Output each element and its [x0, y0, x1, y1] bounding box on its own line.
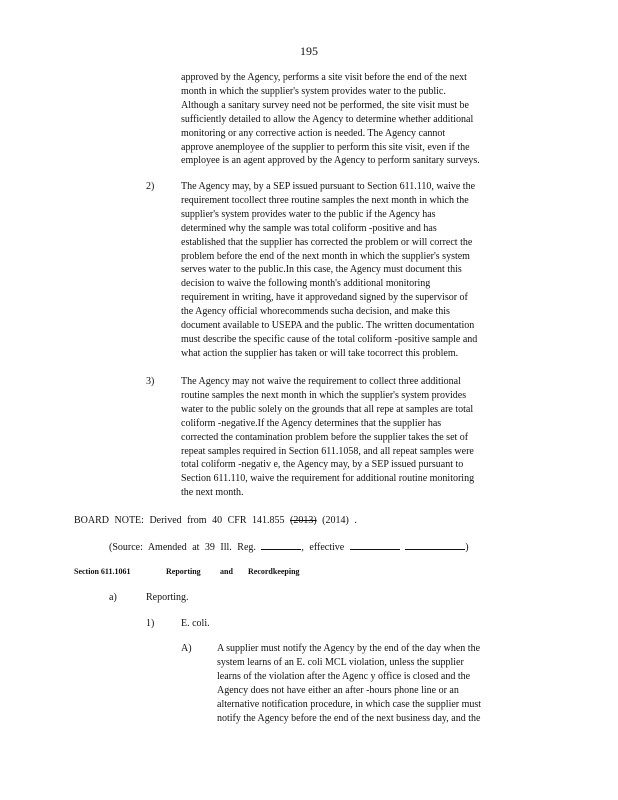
item-3-line: total coliform -negativ e, the Agency may, by a SEP issued pursuant to — [181, 459, 464, 471]
source-note — [109, 539, 469, 555]
register-blank — [261, 539, 301, 550]
section-title-word: Reporting — [166, 567, 201, 576]
intro-line: month in which the supplier's system provides water to the public. — [181, 85, 446, 97]
item-2-line: the Agency official whorecommends sucha decision, and make this — [181, 306, 450, 318]
item-2-line: requirement in writing, have it approvedand signed by the supervisor of — [181, 292, 468, 304]
subsection-1-heading: E. coli. — [181, 618, 210, 629]
subsection-A-line: learns of the violation after the Agenc y office is closed and the — [217, 670, 471, 682]
item-3-line: routine samples the next month in which the supplier's system provides — [181, 389, 467, 401]
subsection-A-line: A supplier must notify the Agency by the end of the day when the — [217, 643, 481, 654]
item-2-line: what action the supplier has taken or will take tocorrect this problem. — [181, 347, 459, 359]
section-title-word: Recordkeeping — [248, 567, 300, 576]
item-2-line: established that the supplier has corrected the problem or will correct the — [181, 236, 473, 248]
board-note-new-year: (2014) . — [316, 515, 357, 526]
item-3-line: corrected the contamination problem before the supplier takes the set of — [181, 431, 469, 443]
subsection-A-paragraph — [217, 642, 537, 725]
item-2-line: problem before the end of the next month in which the supplier's system — [181, 250, 470, 262]
item-3-label: 3) — [146, 376, 155, 387]
item-2-line: determined why the sample was total coliform -positive and has — [181, 222, 437, 234]
subsection-A-line: notify the Agency before the end of the next business day, and the — [217, 712, 481, 724]
item-2-line: decision to waive the following month's additional monitoring — [181, 278, 431, 290]
intro-line: sufficiently detailed to allow the Agency to determine whether additional — [181, 113, 474, 125]
intro-line: monitoring or any corrective action is needed. The Agency cannot — [181, 127, 446, 139]
section-title-word: and — [220, 567, 233, 576]
board-note — [74, 514, 357, 528]
intro-line: Although a sanitary survey need not be performed, the site visit must be — [181, 99, 469, 111]
subsection-A-line: alternative notification procedure, in which case the supplier must — [217, 698, 482, 710]
subsection-A-label: A) — [181, 643, 192, 654]
item-2-line: The Agency may, by a SEP issued pursuant to Section 611.110, waive the — [181, 181, 476, 192]
source-effective-text: , effective — [301, 542, 345, 553]
item-3-line: the next month. — [181, 487, 244, 499]
subsection-a-heading: Reporting. — [146, 592, 189, 603]
effective-date-blank-2 — [405, 539, 465, 550]
board-note-deleted-year: (2013) — [290, 515, 317, 526]
effective-date-blank — [350, 539, 400, 550]
item-2-line: requirement tocollect three routine samples the next month in which the — [181, 194, 469, 206]
item-3-line: Section 611.110, waive the requirement for additional routine monitoring — [181, 473, 475, 485]
source-close-paren: ) — [465, 542, 469, 553]
page-number: 195 — [300, 44, 318, 58]
section-number: Section 611.1061 — [74, 567, 131, 576]
intro-line: approved by the Agency, performs a site visit before the end of the next — [181, 72, 467, 83]
item-2-line: supplier's system provides water to the public if the Agency has — [181, 208, 436, 220]
item-3-line: water to the public solely on the grounds that all repe at samples are total — [181, 403, 474, 415]
board-note-text: BOARD NOTE: Derived from 40 CFR 141.855 — [74, 515, 285, 526]
intro-line: approve anemployee of the supplier to perform this site visit, even if the — [181, 141, 470, 153]
item-2-line: must describe the specific cause of the total coliform -positive sample and — [181, 333, 478, 345]
item-3-line: coliform -negative.If the Agency determines that the supplier has — [181, 417, 442, 429]
item-2-line: serves water to the public.In this case, the Agency must document this — [181, 264, 462, 276]
subsection-A-line: Agency does not have either an after -hours phone line or an — [217, 684, 459, 696]
subsection-1-label: 1) — [146, 618, 155, 629]
item-3-paragraph — [181, 375, 539, 500]
item-2-line: document available to USEPA and the public. The written documentation — [181, 320, 475, 332]
item-3-line: repeat samples required in Section 611.1058, and all repeat samples were — [181, 445, 474, 457]
item-3-line: The Agency may not waive the requirement to collect three additional — [181, 376, 461, 387]
subsection-A-line: system learns of an E. coli MCL violation, unless the supplier — [217, 656, 464, 668]
item-2-label: 2) — [146, 181, 155, 192]
intro-paragraph — [181, 71, 539, 168]
source-note-text: (Source: Amended at 39 Ill. Reg. — [109, 542, 256, 553]
item-2-paragraph — [181, 180, 539, 361]
subsection-a-label: a) — [109, 592, 117, 603]
intro-line: employee is an agent approved by the Agency to perform sanitary surveys. — [181, 155, 480, 167]
